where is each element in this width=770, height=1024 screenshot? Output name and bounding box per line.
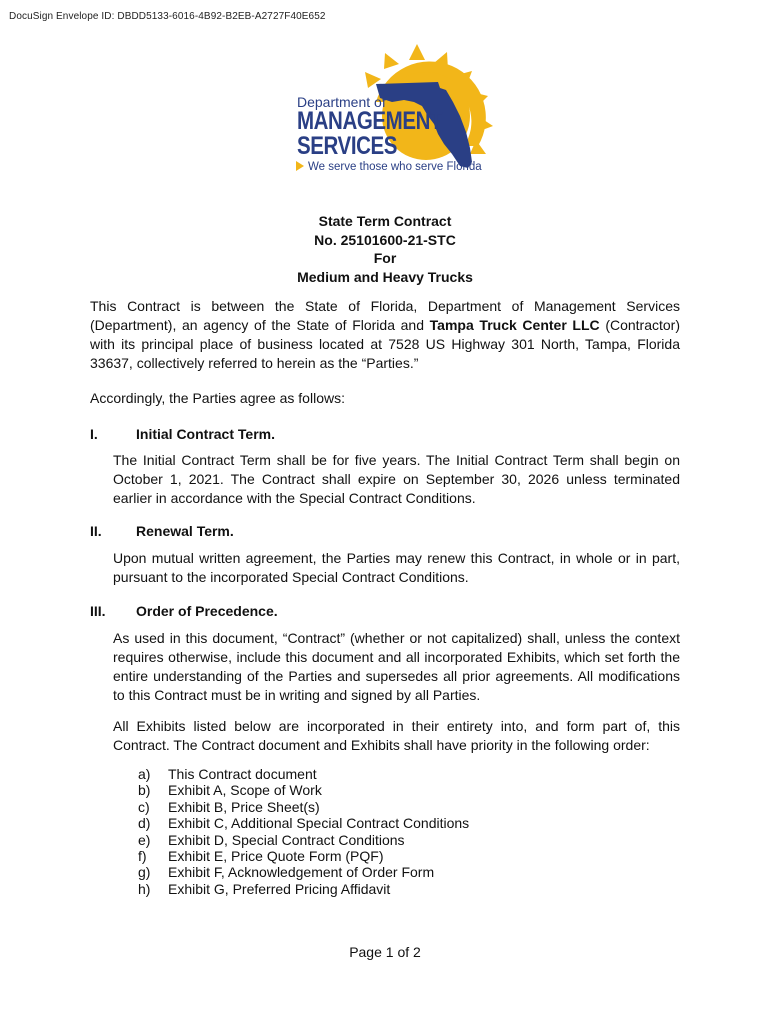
list-item-letter: e)	[138, 831, 151, 848]
list-item-letter: f)	[138, 848, 147, 865]
list-item-letter: b)	[138, 782, 151, 799]
section-2-text: Upon mutual written agreement, the Parties may renew this Contract, in whole or in part, pursuant to the incorporated Special Contract Conditions.	[113, 550, 680, 585]
section-1-heading: Initial Contract Term.	[136, 426, 275, 442]
section-3-number: III.	[90, 603, 106, 619]
intro-text-1: This Contract is between the State of Florida, Department of Management Services (Department), an agency of the State of Florida and	[90, 298, 680, 333]
list-item-letter: g)	[138, 864, 151, 881]
list-item-text: Exhibit A, Scope of Work	[168, 782, 322, 799]
title-line-2: No. 25101600-21-STC	[314, 231, 456, 248]
list-item-text: Exhibit G, Preferred Pricing Affidavit	[168, 880, 391, 897]
accordingly-paragraph: Accordingly, the Parties agree as follows:	[90, 390, 345, 406]
section-3-heading: Order of Precedence.	[136, 603, 278, 619]
envelope-id: DocuSign Envelope ID: DBDD5133-6016-4B92-B2EB-A2727F40E652	[9, 11, 326, 22]
contractor-name: Tampa Truck Center LLC	[429, 317, 600, 333]
list-item	[138, 799, 469, 815]
list-item	[138, 815, 469, 831]
contract-title	[0, 212, 770, 286]
title-line-3: For	[373, 250, 397, 266]
list-item-text: Exhibit D, Special Contract Conditions	[168, 831, 405, 848]
logo-tagline-text: We serve those who serve Florida	[308, 161, 482, 173]
list-item-text: This Contract document	[168, 766, 317, 782]
list-item-letter: c)	[138, 798, 150, 815]
list-item-text: Exhibit B, Price Sheet(s)	[168, 798, 320, 815]
list-item	[138, 832, 469, 848]
logo-tagline	[296, 161, 482, 173]
logo-services-text: SERVICES	[297, 132, 398, 160]
play-arrow-icon	[296, 161, 304, 171]
dms-logo	[288, 44, 508, 180]
list-item-letter: d)	[138, 815, 151, 832]
page-number: Page 1 of 2	[349, 944, 421, 960]
list-item-text: Exhibit C, Additional Special Contract Conditions	[168, 815, 470, 832]
section-3-text-2: All Exhibits listed below are incorporated in their entirety into, and form part of, this Contract. The Contract document and Exhibits shall have priority in the following order:	[113, 718, 680, 753]
list-item-letter: h)	[138, 880, 151, 897]
intro-paragraph	[90, 297, 680, 373]
list-item	[138, 848, 469, 864]
section-1-text: The Initial Contract Term shall be for five years. The Initial Contract Term shall begin on October 1, 2021. The Contract shall expire on September 30, 2026 unless terminated earlier in accordance with the Special Contract Conditions.	[113, 452, 680, 506]
list-item	[138, 864, 469, 880]
list-item-text: Exhibit E, Price Quote Form (PQF)	[168, 848, 384, 865]
title-line-4: Medium and Heavy Trucks	[297, 268, 473, 285]
list-item	[138, 766, 469, 782]
section-1-number: I.	[90, 426, 98, 442]
exhibit-list	[138, 766, 469, 897]
logo-dept-text: Department of	[297, 94, 386, 110]
title-line-1: State Term Contract	[318, 213, 452, 229]
section-2-number: II.	[90, 523, 102, 539]
list-item	[138, 782, 469, 798]
list-item	[138, 881, 469, 897]
logo-management-text: MANAGEMENT	[297, 107, 443, 135]
list-item-letter: a)	[138, 766, 151, 782]
section-3-text: As used in this document, “Contract” (whether or not capitalized) shall, unless the context requires otherwise, include this document and all incorporated Exhibits, which set forth the entire understanding of the Parties and supersedes all prior agreements. All modifications to this Contract must be in writing and signed by all Parties.	[113, 630, 680, 703]
list-item-text: Exhibit F, Acknowledgement of Order Form	[168, 864, 435, 881]
section-2-heading: Renewal Term.	[136, 523, 234, 539]
intro-text-2: (Contractor) with its principal place of business located at 7528 US Highway 301 North, Tampa, Florida 33637, collectively referred to herein as the “Parties.”	[90, 317, 680, 371]
